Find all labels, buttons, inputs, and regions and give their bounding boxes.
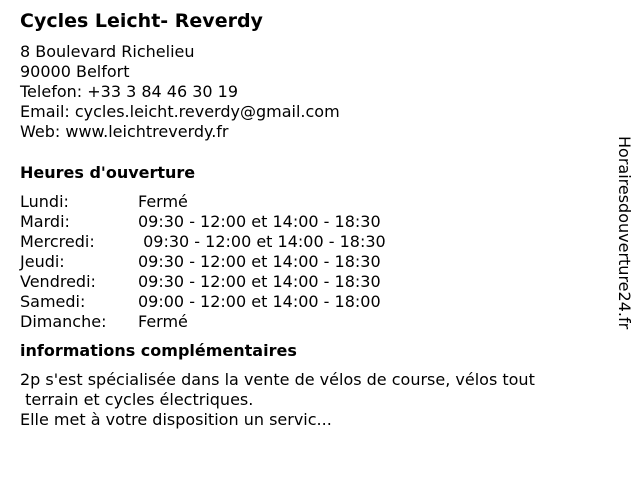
day-hours: 09:00 - 12:00 et 14:00 - 18:00: [138, 292, 381, 311]
email-address: Email: cycles.leicht.reverdy@gmail.com: [20, 102, 340, 121]
site-watermark: Horairesdouverture24.fr: [615, 136, 634, 330]
business-name: Cycles Leicht- Reverdy: [20, 10, 263, 32]
day-label: Mercredi:: [20, 232, 95, 251]
address-street: 8 Boulevard Richelieu: [20, 42, 195, 61]
website: Web: www.leichtreverdy.fr: [20, 122, 229, 141]
hours-row-thursday: [20, 252, 386, 272]
business-card: [20, 8, 600, 430]
opening-hours-heading: Heures d'ouverture: [20, 163, 196, 182]
opening-hours-table: [20, 192, 386, 332]
additional-info-line-2: terrain et cycles électriques.: [20, 390, 254, 409]
hours-row-wednesday: [20, 232, 386, 252]
additional-info-line-3: Elle met à votre disposition un servic...: [20, 410, 332, 429]
address-city: 90000 Belfort: [20, 62, 130, 81]
day-hours: Fermé: [138, 192, 188, 211]
phone-number: Telefon: +33 3 84 46 30 19: [20, 82, 239, 101]
day-label: Samedi:: [20, 292, 86, 311]
hours-row-monday: [20, 192, 386, 212]
day-hours: 09:30 - 12:00 et 14:00 - 18:30: [138, 212, 381, 231]
hours-row-tuesday: [20, 212, 386, 232]
day-label: Mardi:: [20, 212, 70, 231]
day-hours: 09:30 - 12:00 et 14:00 - 18:30: [138, 232, 386, 251]
day-label: Lundi:: [20, 192, 69, 211]
day-hours: 09:30 - 12:00 et 14:00 - 18:30: [138, 252, 381, 271]
day-hours: Fermé: [138, 312, 188, 331]
day-label: Jeudi:: [20, 252, 65, 271]
hours-row-saturday: [20, 292, 386, 312]
day-label: Vendredi:: [20, 272, 96, 291]
additional-info-line-1: 2p s'est spécialisée dans la vente de vélos de course, vélos tout: [20, 370, 535, 389]
day-label: Dimanche:: [20, 312, 107, 331]
hours-row-sunday: [20, 312, 386, 332]
additional-info-heading: informations complémentaires: [20, 341, 297, 360]
day-hours: 09:30 - 12:00 et 14:00 - 18:30: [138, 272, 381, 291]
hours-row-friday: [20, 272, 386, 292]
